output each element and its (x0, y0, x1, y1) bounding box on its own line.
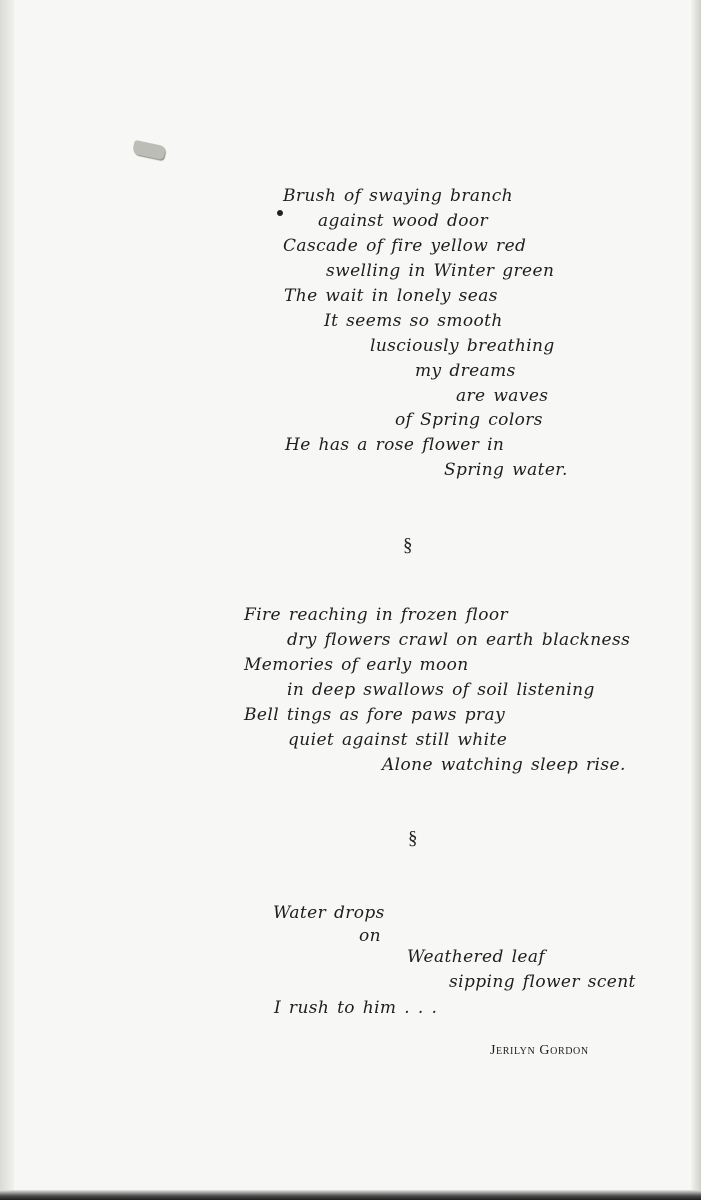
poem-line: lusciously breathing (370, 336, 555, 356)
poem-line: against wood door (318, 211, 489, 231)
poem-line: in deep swallows of soil listening (287, 680, 595, 700)
poem-line: Weathered leaf (407, 947, 546, 967)
poem-line: Cascade of fire yellow red (283, 236, 527, 256)
poem-line: He has a rose flower in (285, 435, 505, 455)
poem-line: Alone watching sleep rise. (382, 755, 626, 775)
page-bottom-edge (0, 1190, 701, 1200)
poem-line: Brush of swaying branch (283, 186, 514, 206)
poem-line: Bell tings as fore paws pray (244, 705, 506, 725)
poem-line: sipping flower scent (449, 972, 636, 992)
poem-line: are waves (456, 386, 549, 406)
section-separator: § (403, 535, 413, 556)
poem-line: Water drops (273, 903, 385, 923)
author-signature: Jerilyn Gordon (490, 1043, 589, 1058)
poem-line: Memories of early moon (244, 655, 469, 675)
page-right-edge (691, 0, 701, 1200)
poem-line: Spring water. (444, 460, 568, 480)
poem-line: It seems so smooth (324, 311, 503, 331)
poem-line: dry flowers crawl on earth blackness (287, 630, 631, 650)
poem-line: quiet against still white (288, 730, 508, 750)
ink-dot (277, 210, 283, 216)
poem-line: swelling in Winter green (326, 261, 555, 281)
poem-line: of Spring colors (395, 410, 543, 430)
paper-scrap (132, 140, 166, 160)
poem-line: I rush to him . . . (274, 998, 438, 1018)
page-left-edge (0, 0, 14, 1200)
poem-line: Fire reaching in frozen floor (244, 605, 509, 625)
poem-line: my dreams (415, 361, 516, 381)
poem-line: The wait in lonely seas (284, 286, 498, 306)
poem-line: on (359, 926, 381, 946)
section-separator: § (408, 828, 418, 849)
